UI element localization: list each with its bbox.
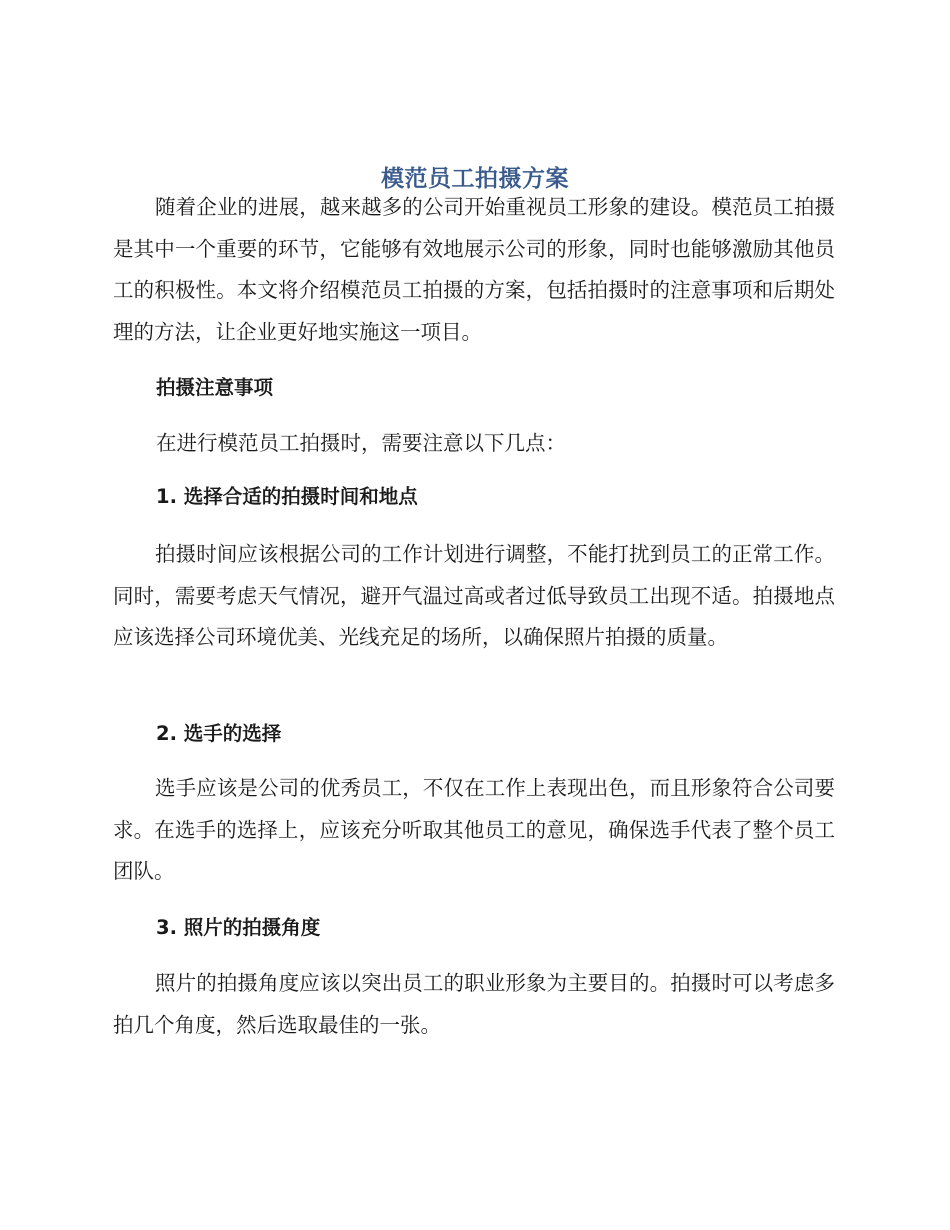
section-heading: 拍摄注意事项	[156, 376, 274, 399]
item-body-3: 照片的拍摄角度应该以突出员工的职业形象为主要目的。拍摄时可以考虑多拍几个角度，然后选取最佳的一张。	[113, 971, 835, 1037]
item-body-2: 选手应该是公司的优秀员工，不仅在工作上表现出色，而且形象符合公司要求。在选手的选择上，应该充分听取其他员工的意见，确保选手代表了整个员工团队。	[113, 776, 835, 883]
section-lead: 在进行模范员工拍摄时，需要注意以下几点：	[156, 431, 566, 455]
document-title: 模范员工拍摄方案	[381, 166, 569, 193]
item-heading-1: 1. 选择合适的拍摄时间和地点	[156, 485, 418, 508]
item-heading-2: 2. 选手的选择	[156, 722, 282, 745]
item-heading-3: 3. 照片的拍摄角度	[156, 916, 321, 939]
item-body-1: 拍摄时间应该根据公司的工作计划进行调整，不能打扰到员工的正常工作。同时，需要考虑天气情况，避开气温过高或者过低导致员工出现不适。拍摄地点应该选择公司环境优美、光线充足的场所，以确保照片拍摄的质量。	[113, 542, 835, 649]
intro-paragraph: 随着企业的进展，越来越多的公司开始重视员工形象的建设。模范员工拍摄是其中一个重要的环节，它能够有效地展示公司的形象，同时也能够激励其他员工的积极性。本文将介绍模范员工拍摄的方案，包括拍摄时的注意事项和后期处理的方法，让企业更好地实施这一项目。	[113, 195, 835, 344]
